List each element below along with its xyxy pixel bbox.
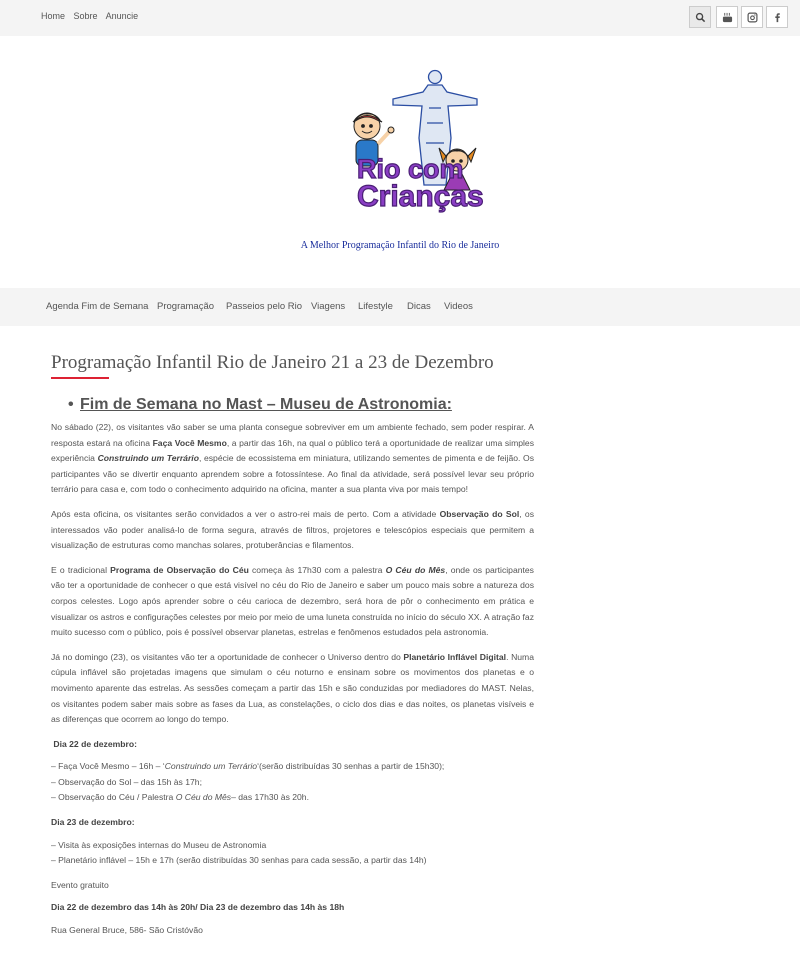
nav-home-link[interactable]: Home [41, 11, 66, 21]
logo-text-line2: Crianças [357, 180, 484, 213]
rio-com-criancas-logo[interactable] [305, 68, 515, 233]
nav-passeios-pelo-rio[interactable]: Passeios pelo Rio [226, 301, 303, 312]
subheading-text: Fim de Semana no Mast – Museu de Astronomia: [80, 396, 452, 413]
facebook-button[interactable] [766, 6, 788, 28]
nav-lifestyle[interactable]: Lifestyle [358, 301, 393, 312]
nav-programacao[interactable]: Programação [157, 301, 215, 312]
top-bar [0, 0, 800, 36]
paragraph-1: No sábado (22), os visitantes vão saber se uma planta consegue sobreviver em um ambiente fechado, sem poder respirar. A resposta estará na oficina Faça Você Mesmo, a partir das 16h, na qual o público terá a oportunidade de realizar uma simples experiência Construindo um Terrário, espécie de ecossistema em miniatura, utilizando sementes de pimenta e de feijão. Os participantes vão se divertir enquanto aprendem sobre a fotossíntese. Ao final da atividade, será possível levar seu próprio terrário para casa e, com todo o conhecimento adquirido na oficina, manter a sua planta viva por mais tempo! [51, 422, 535, 495]
search-button[interactable] [689, 6, 711, 28]
article-body [51, 420, 534, 948]
site-header [0, 36, 800, 288]
search-icon [695, 12, 706, 23]
nav-advertise-link[interactable]: Anuncie [105, 11, 139, 21]
event-dates: Dia 22 de dezembro das 14h às 20h/ Dia 23 de dezembro das 14h às 18h [51, 902, 345, 913]
nav-agenda-fim-de-semana[interactable]: Agenda Fim de Semana [46, 301, 149, 312]
paragraph-4: Já no domingo (23), os visitantes vão ter a oportunidade de conhecer o Universo dentro do Planetário Inflável Digital. Numa cúpula inflável são projetadas imagens que simulam o céu noturno e ensinam sobre os movimentos dos planetas e o movimento aparente das estrelas. As sessões começam a partir das 15h e são conduzidas por mediadores do MAST. Nelas, os visitantes podem saber mais sobre as fases da Lua, as constelações, o ciclo dos dias e das noites, os planetas visíveis e as diferenças que ocorrem ao longo do tempo. [51, 651, 534, 725]
bullet: • [68, 396, 74, 413]
day23-list: – Visita às exposições internas do Museu de Astronomia – Planetário inflável – 15h e 17h (serão distribuídas 30 senhas para cada sessão, a partir das 14h) [51, 839, 427, 866]
event-address: Rua General Bruce, 586- São Cristóvão [51, 925, 203, 936]
paragraph-2: Após esta oficina, os visitantes serão convidados a ver o astro-rei mais de perto. Com a atividade Observação do Sol, os interessados vão poder analisá-lo de forma segura, através de filtros, projetores e telescópios especiais que permitem a visualização de estruturas como manchas solares, protuberâncias e filamentos. [51, 508, 534, 551]
paragraph-3: E o tradicional Programa de Observação do Céu começa às 17h30 com a palestra O Céu do Mês, onde os participantes vão ter a oportunidade de conhecer o que está visível no céu do Rio de Janeiro e saber um pouco mais sobre a natureza dos corpos celestes. Logo após aprender sobre o céu carioca de dezembro, será hora de pôr o conhecimento em prática e visualizar os astros e configurações celestes por meio por meio de uma luneta construída no início do século XX. A atração faz muito sucesso com o público, pois é possível observar planetas, estrelas e fenômenos estudados pela astronomia. [51, 564, 534, 638]
facebook-icon [772, 12, 783, 23]
instagram-icon [747, 12, 758, 23]
nav-about-link[interactable]: Sobre [73, 11, 98, 21]
instagram-button[interactable] [741, 6, 763, 28]
day23-title: Dia 23 de dezembro: [51, 817, 135, 828]
site-tagline: A Melhor Programação Infantil do Rio de Janeiro [300, 240, 500, 251]
nav-videos[interactable]: Videos [444, 301, 473, 312]
page-title: Programação Infantil Rio de Janeiro 21 a 23 de Dezembro [51, 352, 494, 373]
youtube-button[interactable] [716, 6, 738, 28]
day22-list: – Faça Você Mesmo – 16h – ‘Construindo um Terrário‘(serão distribuídas 30 senhas a partir de 15h30); – Observação do Sol – das 15h às 17h; – Observação do Céu / Palestra O Céu do Mês– das 17h30 às 20h. [51, 761, 445, 803]
logo-text-line1: Rio com [357, 154, 464, 184]
title-underline [51, 377, 109, 379]
main-nav [0, 288, 800, 326]
free-event: Evento gratuito [51, 879, 109, 890]
article-subheading [70, 396, 452, 414]
youtube-icon [722, 12, 733, 23]
nav-dicas[interactable]: Dicas [407, 301, 431, 312]
day22-title: Dia 22 de dezembro: [51, 738, 137, 749]
top-nav [41, 11, 144, 21]
nav-viagens[interactable]: Viagens [311, 301, 346, 312]
